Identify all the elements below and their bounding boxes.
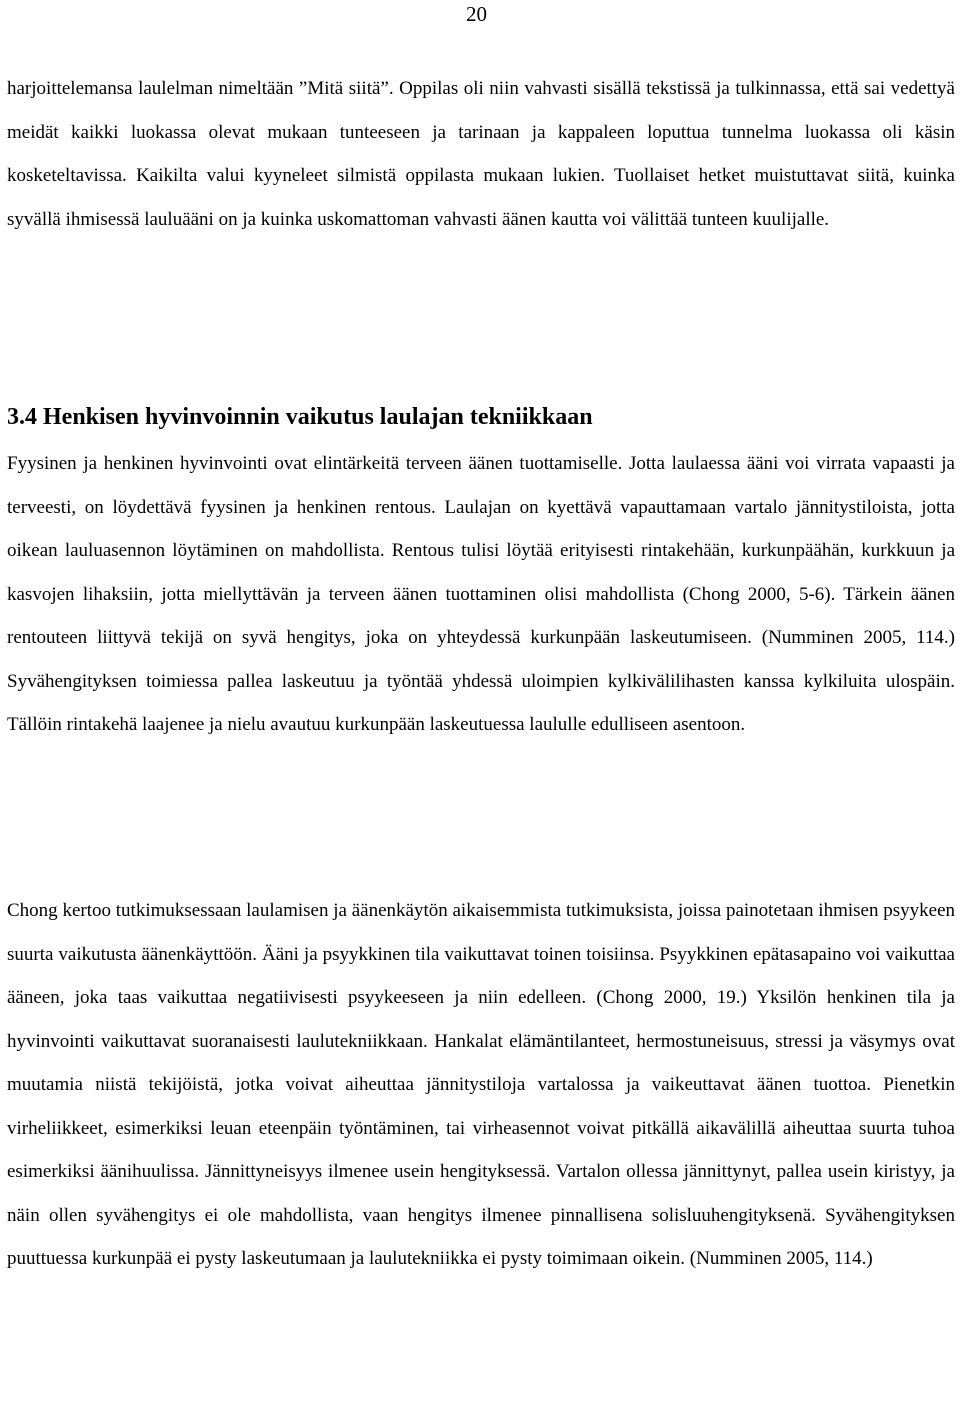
section-heading: 3.4 Henkisen hyvinvoinnin vaikutus laulajan tekniikkaan — [7, 404, 593, 430]
body-paragraph-2: Fyysinen ja henkinen hyvinvointi ovat elintärkeitä terveen äänen tuottamiselle. Jotta laulaessa ääni voi virrata vapaasti ja terveesti, on löydettävä fyysinen ja henkinen rentous. Laulajan on kyettävä vapauttamaan vartalo jännitystiloista, jotta oikean lauluasennon löytäminen on mahdollista. Rentous tulisi löytää erityisesti rintakehään, kurkunpäähän, kurkkuun ja kasvojen lihaksiin, jotta miellyttävän ja terveen äänen tuottaminen olisi mahdollista (Chong 2000, 5-6). Tärkein äänen rentouteen liittyvä tekijä on syvä hengitys, joka on yhteydessä kurkunpään laskeutumiseen. (Numminen 2005, 114.) Syvähengityksen toimiessa pallea laskeutuu ja työntää yhdessä uloimpien kylkivälilihasten kanssa kylkiluita ulospäin. Tällöin rintakehä laajenee ja nielu avautuu kurkunpään laskeutuessa laululle edulliseen asentoon. — [7, 453, 955, 735]
body-paragraph-1: harjoittelemansa laulelman nimeltään ”Mitä siitä”. Oppilas oli niin vahvasti sisällä tekstissä ja tulkinnassa, että sai vedettyä meidät kaikki luokassa olevat mukaan tunteeseen ja tarinaan ja kappaleen loputtua tunnelma luokassa oli käsin kosketeltavissa. Kaikilta valui kyyneleet silmistä oppilasta mukaan lukien. Tuollaiset hetket muistuttavat siitä, kuinka syvällä ihmisessä lauluääni on ja kuinka uskomattoman vahvasti äänen kautta voi välittää tunteen kuulijalle. — [7, 78, 955, 230]
body-paragraph-3: Chong kertoo tutkimuksessaan laulamisen ja äänenkäytön aikaisemmista tutkimuksista, joissa painotetaan ihmisen psyykeen suurta vaikutusta äänenkäyttöön. Ääni ja psyykkinen tila vaikuttavat toinen toisiinsa. Psyykkinen epätasapaino voi vaikuttaa ääneen, joka taas vaikuttaa negatiivisesti psyykeeseen ja niin edelleen. (Chong 2000, 19.) Yksilön henkinen tila ja hyvinvointi vaikuttavat suoranaisesti laulutekniikkaan. Hankalat elämäntilanteet, hermostuneisuus, stressi ja väsymys ovat muutamia niistä tekijöistä, jotka voivat aiheuttaa jännitystiloja vartalossa ja vaikeuttavat äänen tuottoa. Pienetkin virheliikkeet, esimerkiksi leuan eteenpäin työntäminen, tai virheasennot voivat pitkällä aikavälillä aiheuttaa suurta tuhoa esimerkiksi äänihuulissa. Jännittyneisyys ilmenee usein hengityksessä. Vartalon ollessa jännittynyt, pallea usein kiristyy, ja näin ollen syvähengitys ei ole mahdollista, vaan hengitys ilmenee pinnallisena solisluuhengityksenä. Syvähengityksen puuttuessa kurkunpää ei pysty laskeutumaan ja laulutekniikka ei pysty toimimaan oikein. (Numminen 2005, 114.) — [7, 900, 955, 1269]
page-number: 20 — [466, 2, 487, 26]
